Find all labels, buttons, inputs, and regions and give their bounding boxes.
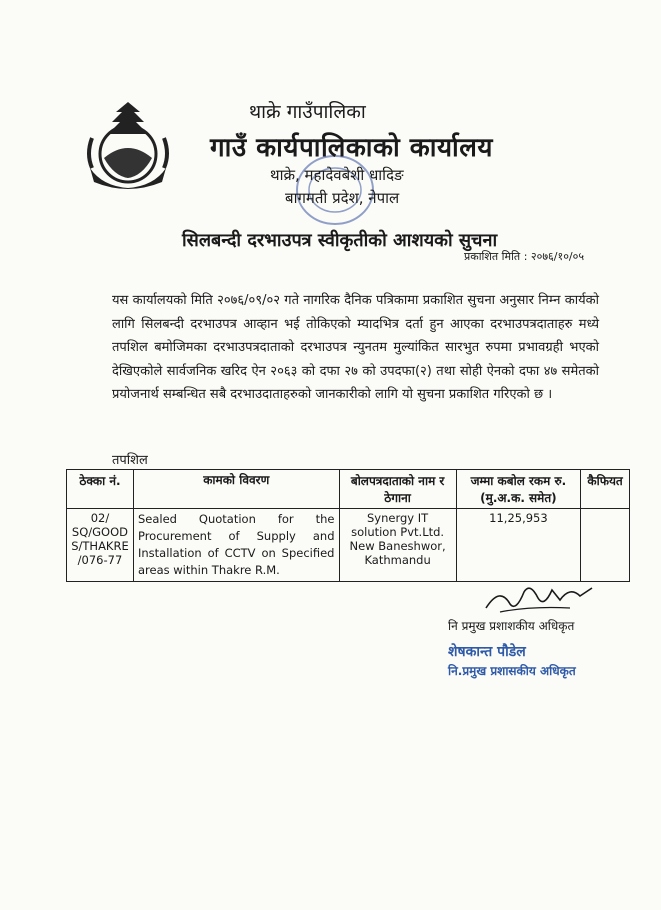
stamp-title: नि.प्रमुख प्रशासकीय अधिकृत: [448, 664, 576, 678]
handwritten-signature: [480, 578, 600, 618]
notice-body: यस कार्यालयको मिति २०७६/०९/०२ गते नागरिक दैनिक पत्रिकामा प्रकाशित सुचना अनुसार निम्न कार्यको लागि सिलबन्दी दरभाउपत्र आव्हान भई तोकिएको म्यादभित्र दर्ता हुन आएका दरभाउपत्रदाताहरु मध्ये तपशिल बमोजिमका दरभाउपत्रदाताको दरभाउपत्र न्युनतम मुल्यांकित सारभुत रुपमा प्रभावग्रही भएको देखिएकोले सार्वजनिक खरिद ऐन २०६३ को दफा २७ को उपदफा(२) तथा सोही ऐनको दफा ४७ समेतको प्रयोजनार्थ सम्बन्धित सबै दरभाउदाताहरुको जानकारीको लागि यो सुचना प्रकाशित गरिएको छ ।: [112, 293, 599, 402]
published-date: प्रकाशित मिति : २०७६/१०/०५: [464, 250, 585, 263]
table-header-row: [67, 470, 630, 509]
table-row: [67, 509, 630, 582]
cell-bidder: Synergy IT solution Pvt.Ltd. New Baneshwor, Kathmandu: [339, 509, 456, 582]
signatory-designation: नि प्रमुख प्रशाशकीय अधिकृत: [448, 619, 575, 633]
cell-contract-no: 02/ SQ/GOOD S/THAKRE /076-77: [67, 509, 134, 582]
address-line1: थाक्रे, महादेवबेशी धादिङ: [270, 166, 404, 184]
stamp-name: शेषकान्त पौडेल: [448, 644, 526, 660]
section-label: तपशिल: [112, 453, 148, 468]
office-name: गाउँ कार्यपालिकाको कार्यालय: [210, 133, 493, 163]
address-line2: बागमती प्रदेश, नेपाल: [285, 189, 400, 207]
bid-table: [66, 469, 630, 582]
header-remarks: कैफियत: [581, 470, 630, 509]
header-bidder: बोलपत्रदाताको नाम र ठेगाना: [339, 470, 456, 509]
cell-amount: 11,25,953: [456, 509, 580, 582]
cell-description: Sealed Quotation for the Procurement of Supply and Installation of CCTV on Specified areas within Thakre R.M.: [133, 509, 339, 582]
municipality-name: थाक्रे गाउँपालिका: [249, 101, 366, 123]
header-contract-no: ठेक्का नं.: [67, 470, 134, 509]
cell-remarks: [581, 509, 630, 582]
header-amount: जम्मा कबोल रकम रु.(मु.अ.क. समेत): [456, 470, 580, 509]
notice-title: सिलबन्दी दरभाउपत्र स्वीकृतीको आशयको सुचना: [182, 230, 498, 251]
nepal-emblem-logo: [82, 98, 174, 192]
header-description: कामको विवरण: [133, 470, 339, 509]
